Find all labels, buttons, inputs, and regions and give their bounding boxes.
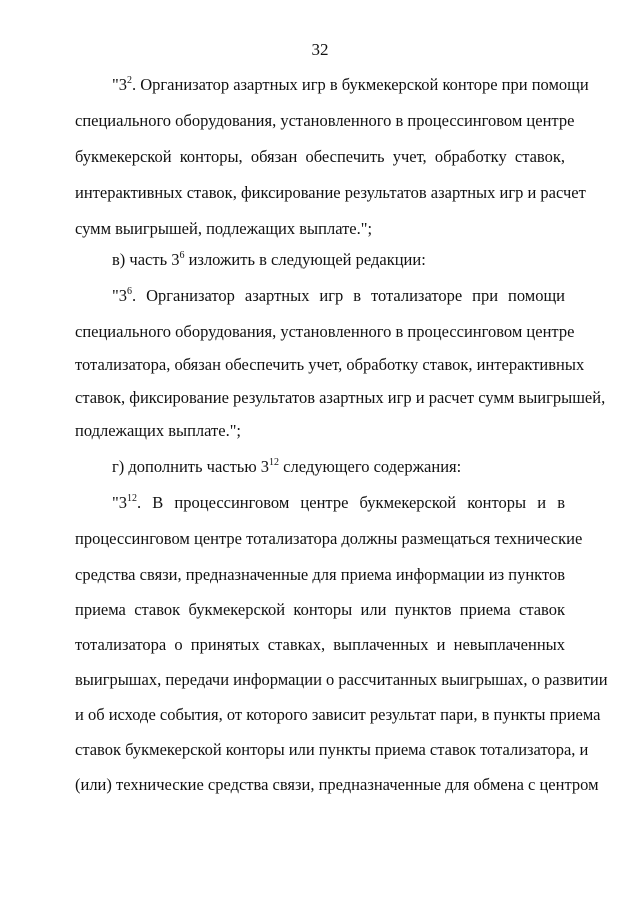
paragraph-3-6-line-2: специального оборудования, установленного в процессинговом центре bbox=[75, 322, 575, 341]
paragraph-3-12-line-5: тотализатора о принятых ставках, выплаченных и невыплаченных bbox=[75, 635, 565, 654]
paragraph-3-12-line-4: приема ставок букмекерской конторы или пунктов приема ставок bbox=[75, 600, 565, 619]
paragraph-3-6-line-3: тотализатора, обязан обеспечить учет, обработку ставок, интерактивных bbox=[75, 355, 585, 374]
item-v: в) часть $3^6$ изложить в следующей редакции: bbox=[112, 249, 426, 269]
paragraph-3-12-line-6: выигрышах, передачи информации о рассчитанных выигрышах, о развитии bbox=[75, 670, 608, 689]
paragraph-3-12-line-1: "$3^{12}$. В процессинговом центре букмекерской конторы и в bbox=[112, 492, 565, 512]
paragraph-3-12-line-7: и об исходе события, от которого зависит результат пари, в пункты приема bbox=[75, 705, 601, 724]
page-number: 32 bbox=[311, 40, 329, 59]
item-g: г) дополнить частью $3^{12}$ следующего содержания: bbox=[112, 456, 462, 476]
paragraph-3-2-line-1: "$3^2$. Организатор азартных игр в букмекерской конторе при помощи bbox=[112, 74, 589, 94]
paragraph-3-2-line-3: букмекерской конторы, обязан обеспечить учет, обработку ставок, bbox=[75, 147, 565, 166]
paragraph-3-12-line-8: ставок букмекерской конторы или пункты приема ставок тотализатора, и bbox=[75, 740, 589, 759]
paragraph-3-6-line-1: "$3^6$. Организатор азартных игр в тотализаторе при помощи bbox=[112, 285, 565, 305]
paragraph-3-2-line-5: сумм выигрышей, подлежащих выплате."; bbox=[75, 219, 373, 238]
paragraph-3-12-line-9: (или) технические средства связи, предназначенные для обмена с центром bbox=[75, 775, 599, 794]
paragraph-3-2-line-2: специального оборудования, установленного в процессинговом центре bbox=[75, 111, 575, 130]
paragraph-3-6-line-4: ставок, фиксирование результатов азартных игр и расчет сумм выигрышей, bbox=[75, 388, 606, 407]
paragraph-3-2-line-4: интерактивных ставок, фиксирование результатов азартных игр и расчет bbox=[75, 183, 586, 202]
paragraph-3-12-line-3: средства связи, предназначенные для приема информации из пунктов bbox=[75, 565, 565, 584]
paragraph-3-6-line-5: подлежащих выплате."; bbox=[75, 421, 242, 440]
paragraph-3-12-line-2: процессинговом центре тотализатора должны размещаться технические bbox=[75, 529, 583, 548]
